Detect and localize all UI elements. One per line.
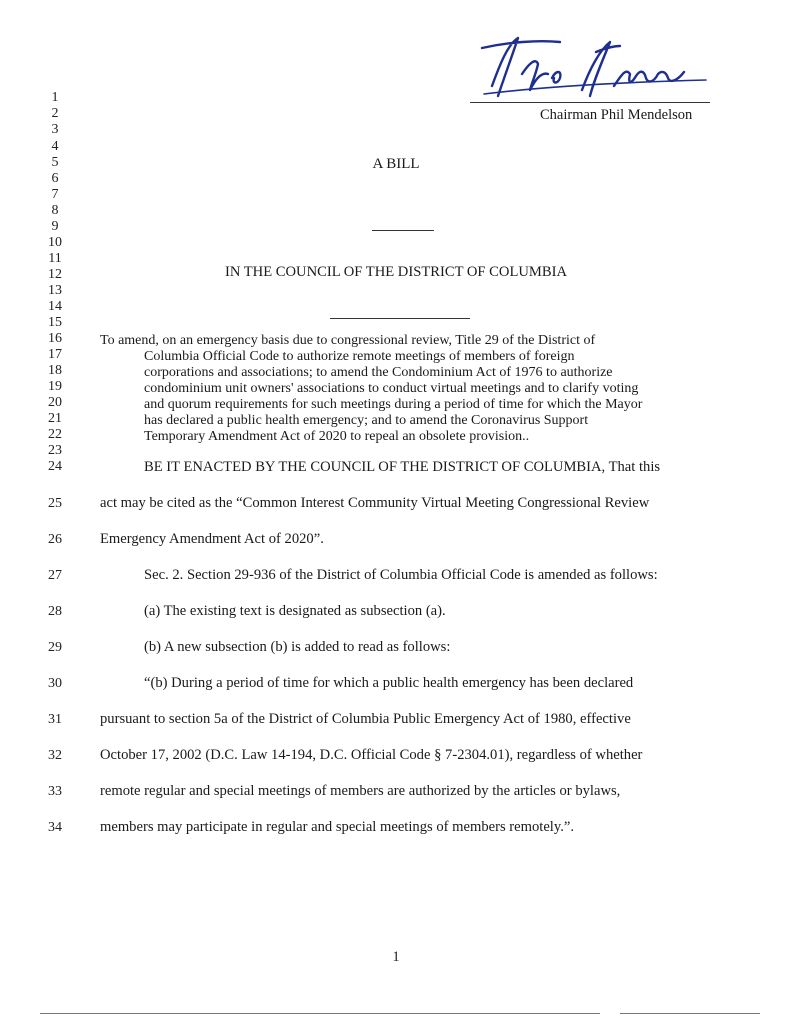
line-number-3: 3 xyxy=(51,122,59,137)
line-number-26: 26 xyxy=(48,532,62,547)
body-line-33: remote regular and special meetings of members are authorized by the articles or bylaws, xyxy=(100,783,621,799)
body-line-26: Emergency Amendment Act of 2020”. xyxy=(100,531,324,547)
line-number-33: 33 xyxy=(48,784,62,799)
council-heading: IN THE COUNCIL OF THE DISTRICT OF COLUMBIA xyxy=(224,264,568,280)
line-number-34: 34 xyxy=(48,820,62,835)
line-number-11: 11 xyxy=(48,251,62,266)
line-number-30: 30 xyxy=(48,676,62,691)
line-number-27: 27 xyxy=(48,568,62,583)
body-line-30: “(b) During a period of time for which a public health emergency has been declared xyxy=(144,675,634,691)
body-line-28: (a) The existing text is designated as subsection (a). xyxy=(144,603,446,619)
body-line-25: act may be cited as the “Common Interest Community Virtual Meeting Congressional Review xyxy=(100,495,650,511)
line-number-19: 19 xyxy=(48,379,62,394)
body-line-29: (b) A new subsection (b) is added to read as follows: xyxy=(144,639,451,655)
line-number-12: 12 xyxy=(48,267,62,282)
title-line-5: and quorum requirements for such meetings during a period of time for which the Mayor xyxy=(144,397,643,412)
line-number-24: 24 xyxy=(48,459,62,474)
line-number-32: 32 xyxy=(48,748,62,763)
title-line-6: has declared a public health emergency; and to amend the Coronavirus Support xyxy=(144,413,589,428)
chairman-signature xyxy=(478,34,708,100)
line-number-28: 28 xyxy=(48,604,62,619)
line-number-21: 21 xyxy=(48,411,62,426)
title-line-3: corporations and associations; to amend the Condominium Act of 1976 to authorize xyxy=(144,365,613,380)
line-number-8: 8 xyxy=(51,203,59,218)
heading-divider xyxy=(330,318,470,319)
line-number-13: 13 xyxy=(48,283,62,298)
title-line-7: Temporary Amendment Act of 2020 to repeal an obsolete provision.. xyxy=(144,429,530,444)
line-number-23: 23 xyxy=(48,443,62,458)
line-number-14: 14 xyxy=(48,299,62,314)
bill-label: A BILL xyxy=(372,156,420,172)
line-number-2: 2 xyxy=(51,106,59,121)
footer-rule-right xyxy=(620,1013,760,1014)
line-number-18: 18 xyxy=(48,363,62,378)
line-number-5: 5 xyxy=(51,155,59,170)
title-line-1: To amend, on an emergency basis due to congressional review, Title 29 of the District of xyxy=(100,333,596,348)
line-number-31: 31 xyxy=(48,712,62,727)
line-number-22: 22 xyxy=(48,427,62,442)
body-line-31: pursuant to section 5a of the District of Columbia Public Emergency Act of 1980, effective xyxy=(100,711,631,727)
title-line-2: Columbia Official Code to authorize remote meetings of members of foreign xyxy=(144,349,575,364)
signature-line xyxy=(470,102,710,103)
body-line-32: October 17, 2002 (D.C. Law 14-194, D.C. Official Code § 7-2304.01), regardless of whether xyxy=(100,747,643,763)
body-line-24: BE IT ENACTED BY THE COUNCIL OF THE DISTRICT OF COLUMBIA, That this xyxy=(144,459,661,475)
body-line-34: members may participate in regular and special meetings of members remotely.”. xyxy=(100,819,574,835)
line-number-9: 9 xyxy=(51,219,59,234)
line-number-29: 29 xyxy=(48,640,62,655)
title-line-4: condominium unit owners' associations to conduct virtual meetings and to clarify voting xyxy=(144,381,639,396)
line-number-1: 1 xyxy=(51,90,59,105)
line-number-10: 10 xyxy=(48,235,62,250)
bill-number-blank xyxy=(372,230,434,231)
line-number-17: 17 xyxy=(48,347,62,362)
signer-caption: Chairman Phil Mendelson xyxy=(540,107,693,123)
body-line-27: Sec. 2. Section 29-936 of the District of Columbia Official Code is amended as follows: xyxy=(144,567,658,583)
line-number-6: 6 xyxy=(51,171,59,186)
line-number-15: 15 xyxy=(48,315,62,330)
footer-rule-left xyxy=(40,1013,600,1014)
line-number-20: 20 xyxy=(48,395,62,410)
line-number-16: 16 xyxy=(48,331,62,346)
line-number-7: 7 xyxy=(51,187,59,202)
page-number: 1 xyxy=(392,949,400,965)
line-number-4: 4 xyxy=(51,139,59,154)
line-number-25: 25 xyxy=(48,496,62,511)
